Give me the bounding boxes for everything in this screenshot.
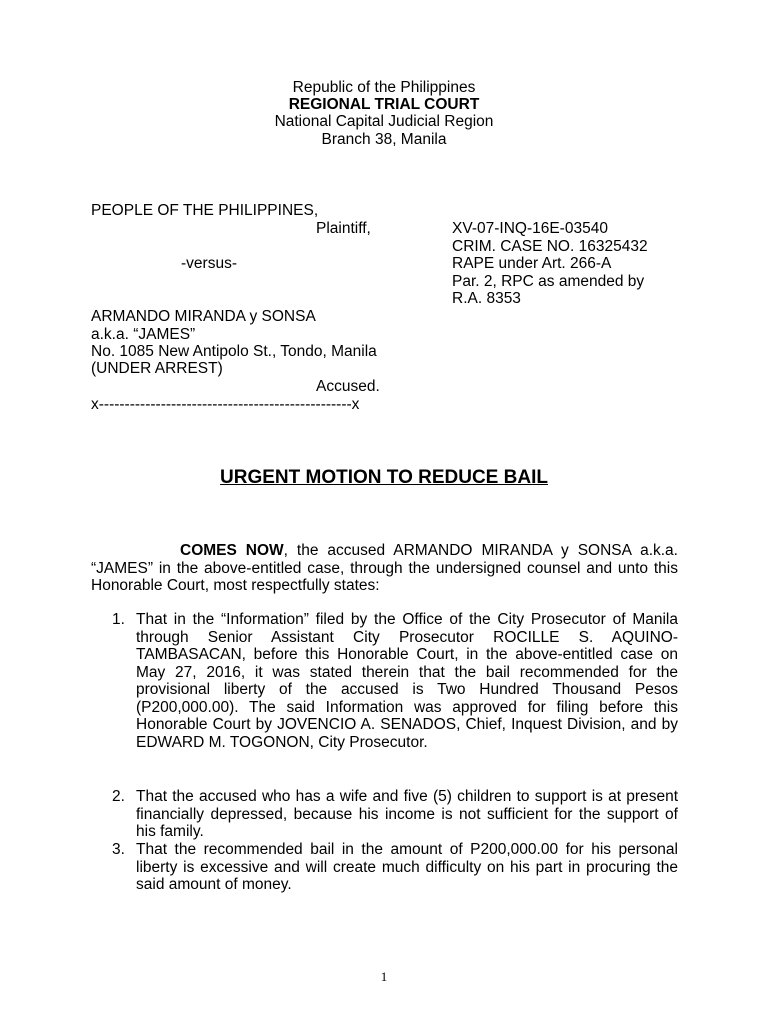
accused-name: ARMANDO MIRANDA y SONSA — [91, 308, 316, 325]
heading-branch: Branch 38, Manila — [321, 131, 447, 148]
list-item-text: That in the “Information” filed by the Office of the City Prosecutor of Manila through Senior Assistant City Prosecutor ROCILLE S. AQUINO-TAMBASACAN, before this Honorable Court, in the above-entitled case on May 27, 2016, it was stated therein that the bail recommended for the provisional liberty of the accused is Two Hundred Thousand Pesos (P200,000.00). The said Information was approved for filing before this Honorable Court by JOVENCIO A. SENADOS, Chief, Inquest Division, and by EDWARD M. TOGONON, City Prosecutor. — [136, 611, 678, 751]
case-line: CRIM. CASE NO. 16325432 — [452, 238, 648, 255]
heading-court: REGIONAL TRIAL COURT — [288, 96, 480, 113]
page-number: 1 — [380, 969, 388, 984]
accused-address: No. 1085 New Antipolo St., Tondo, Manila — [91, 343, 377, 360]
plaintiff-name: PEOPLE OF THE PHILIPPINES, — [91, 202, 319, 219]
case-line: RAPE under Art. 266-A — [452, 255, 612, 272]
caption-separator: x-------------------------------------------------x — [91, 396, 360, 413]
list-item-number: 1. — [112, 611, 125, 628]
accused-role: Accused. — [316, 378, 380, 395]
document-title: URGENT MOTION TO REDUCE BAIL — [220, 467, 548, 488]
versus-label: -versus- — [181, 255, 237, 272]
case-line: Par. 2, RPC as amended by — [452, 273, 645, 290]
case-line: XV-07-INQ-16E-03540 — [452, 220, 608, 237]
list-item-text: That the accused who has a wife and five (5) children to support is at present financially depressed, because his income is not sufficient for the support of his family. — [136, 788, 678, 840]
accused-status: (UNDER ARREST) — [91, 360, 223, 377]
accused-aka: a.k.a. “JAMES” — [91, 326, 196, 343]
case-line: R.A. 8353 — [452, 290, 521, 307]
intro-text: , the accused ARMANDO MIRANDA y SONSA a.k.a. “JAMES” in the above-entitled case, through the undersigned counsel and unto this Honorable Court, most respectfully states: — [91, 542, 678, 594]
heading-republic: Republic of the Philippines — [292, 79, 476, 96]
intro-lead: COMES NOW — [180, 542, 284, 559]
intro-paragraph — [91, 542, 678, 595]
plaintiff-role: Plaintiff, — [316, 220, 371, 237]
list-item-number: 2. — [112, 788, 125, 805]
list-item-text: That the recommended bail in the amount of P200,000.00 for his personal liberty is excessive and will create much difficulty on his part in procuring the said amount of money. — [136, 841, 678, 893]
heading-region: National Capital Judicial Region — [274, 113, 494, 130]
list-item-number: 3. — [112, 841, 125, 858]
